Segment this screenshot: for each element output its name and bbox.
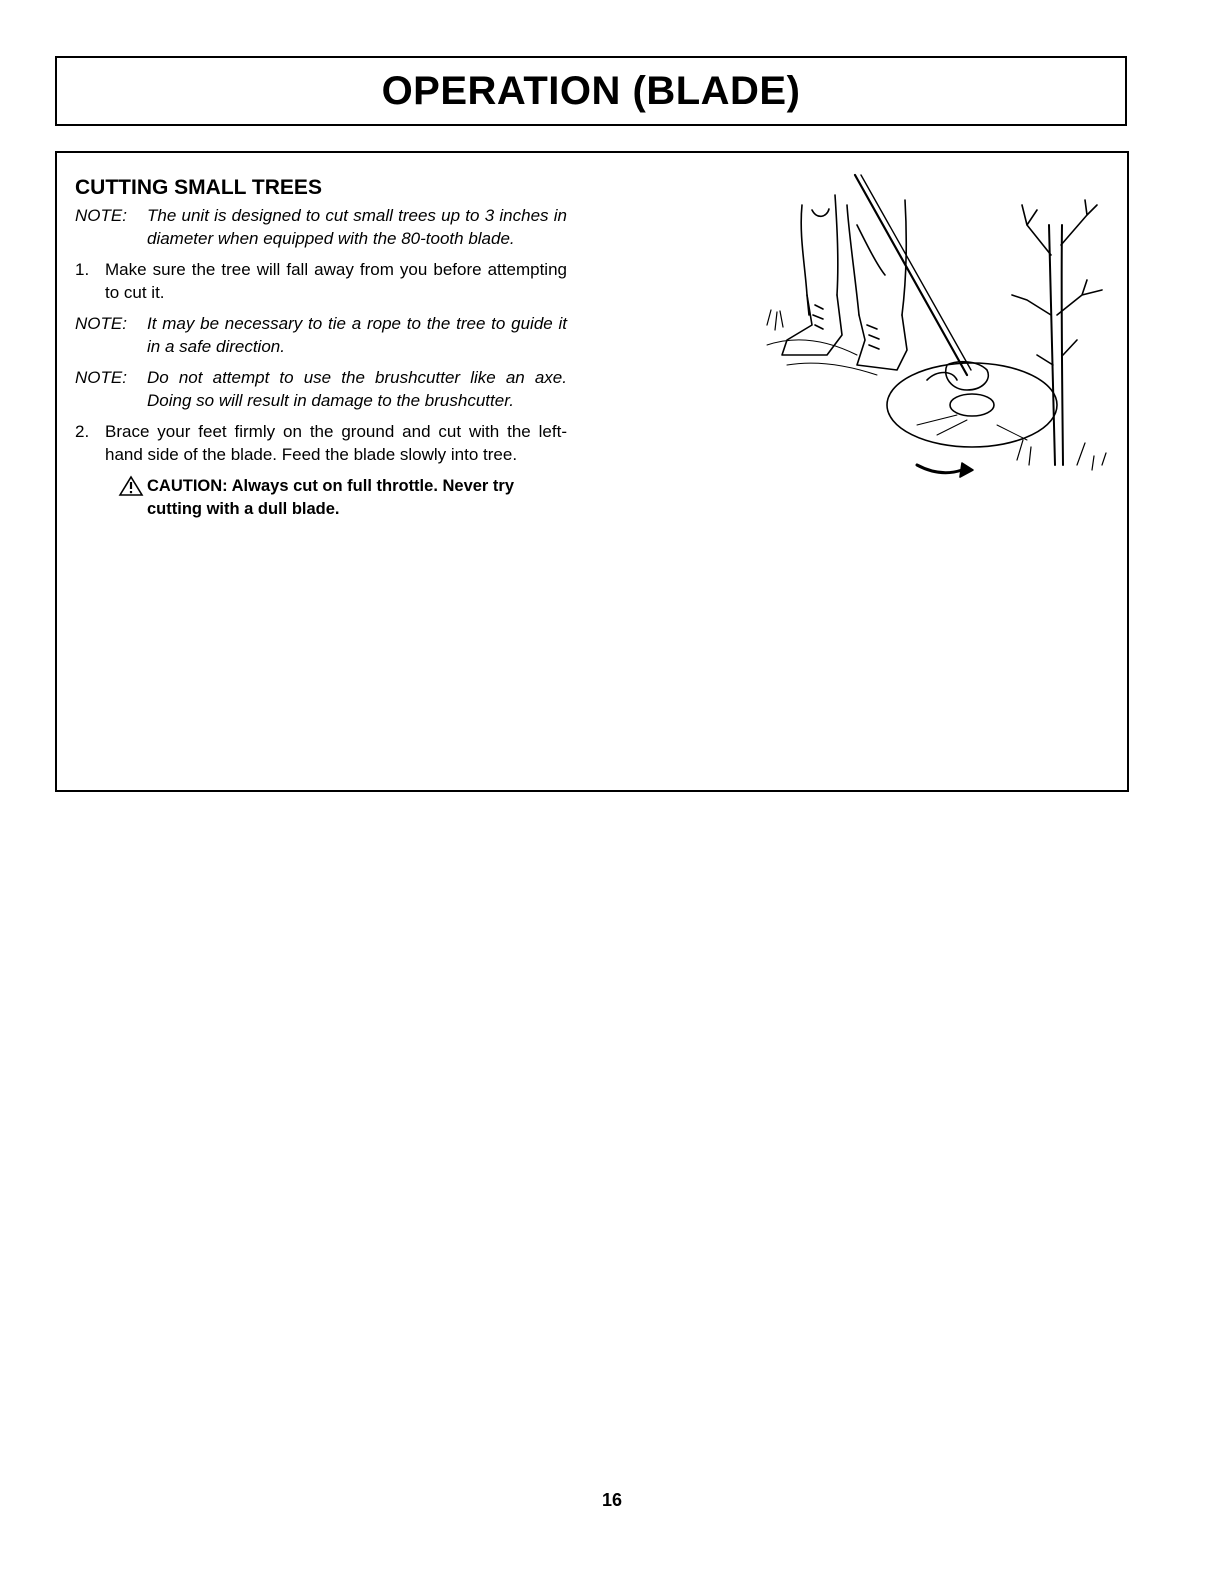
caution-label: CAUTION: [147,477,228,495]
note-axe [75,367,567,412]
page-number: 16 [601,1490,623,1510]
step-number: 2. [75,422,90,441]
page-title-box [55,56,1127,126]
caution-block [117,475,567,520]
note-text: It may be necessary to tie a rope to the tree to guide it in a safe direction. [147,314,567,356]
note-label: NOTE: [75,314,127,333]
caution-text: Always cut on full throttle. Never try cutting with a dull blade. [147,477,515,518]
page-title: OPERATION (BLADE) [381,68,801,113]
step-text: Brace your feet firmly on the ground and cut with the left-hand side of the blade. Feed the blade slowly into tree. [105,422,567,464]
note-label: NOTE: [75,368,127,387]
step-number: 1. [75,260,90,279]
step-2 [75,421,567,466]
section-heading: CUTTING SMALL TREES [75,176,322,199]
note-label: NOTE: [75,206,127,225]
step-1 [75,259,567,304]
note-text: Do not attempt to use the brushcutter like an axe. Doing so will result in damage to the brushcutter. [147,368,567,410]
warning-triangle-icon [117,475,147,497]
caution-text-wrap [147,475,567,520]
content-panel [55,151,1129,792]
brushcutter-illustration [757,165,1117,495]
note-text: The unit is designed to cut small trees up to 3 inches in diameter when equipped with the 80-tooth blade. [147,206,567,248]
instructions-column [75,175,567,520]
note-rope [75,313,567,358]
note-tree-size [75,205,567,250]
step-text: Make sure the tree will fall away from you before attempting to cut it. [105,260,567,302]
